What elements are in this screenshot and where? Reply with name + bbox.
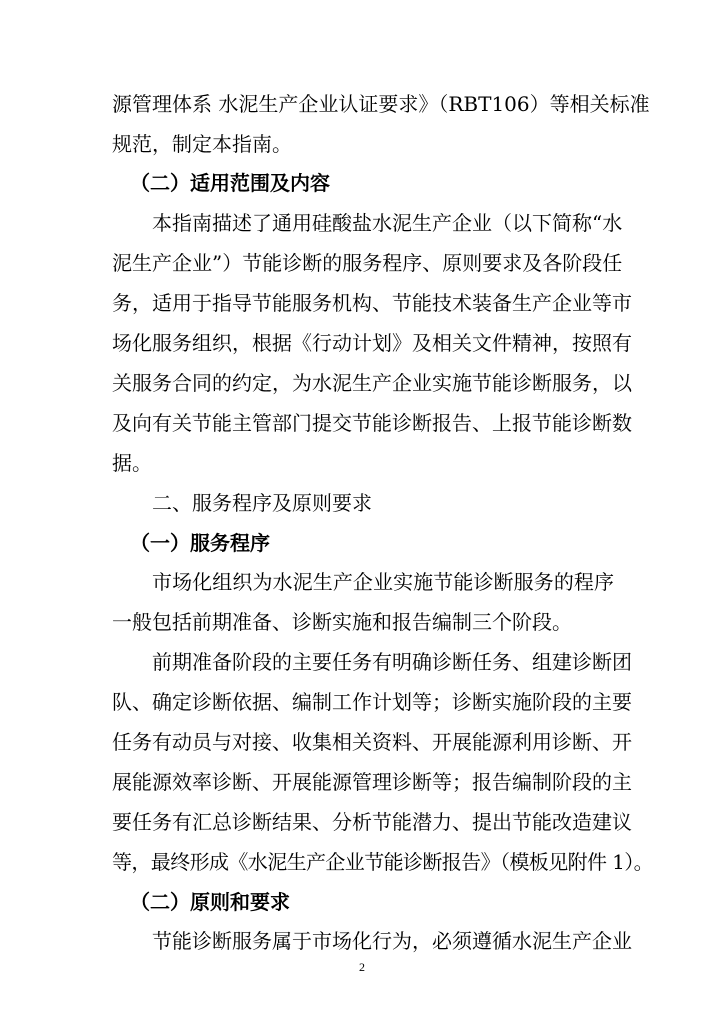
chapter-heading-service-procedure: 二、服务程序及原则要求 bbox=[152, 491, 372, 515]
body-line: 及向有关节能主管部门提交节能诊断报告、上报节能诊断数 bbox=[112, 411, 632, 435]
page-number: 2 bbox=[359, 960, 365, 974]
body-line: 关服务合同的约定，为水泥生产企业实施节能诊断服务，以 bbox=[112, 371, 632, 395]
body-line: 务，适用于指导节能服务机构、节能技术装备生产企业等市 bbox=[112, 291, 632, 315]
body-line: 本指南描述了通用硅酸盐水泥生产企业（以下简称“水 bbox=[152, 211, 623, 235]
body-line: 队、确定诊断依据、编制工作计划等；诊断实施阶段的主要 bbox=[112, 690, 632, 714]
section-heading-service-procedure: （一）服务程序 bbox=[130, 531, 270, 555]
body-line: 场化服务组织，根据《行动计划》及相关文件精神，按照有 bbox=[112, 331, 632, 355]
body-line: 任务有动员与对接、收集相关资料、开展能源利用诊断、开 bbox=[112, 730, 632, 754]
body-line: 泥生产企业”）节能诊断的服务程序、原则要求及各阶段任 bbox=[112, 251, 623, 275]
body-line: 一般包括前期准备、诊断实施和报告编制三个阶段。 bbox=[112, 610, 572, 634]
section-heading-principles: （二）原则和要求 bbox=[130, 890, 290, 914]
body-line: 等，最终形成《水泥生产企业节能诊断报告》（模板见附件 1）。 bbox=[112, 850, 654, 874]
section-heading-applicable-scope: （二）适用范围及内容 bbox=[130, 171, 330, 195]
body-line: 前期准备阶段的主要任务有明确诊断任务、组建诊断团 bbox=[152, 650, 632, 674]
body-line: 展能源效率诊断、开展能源管理诊断等；报告编制阶段的主 bbox=[112, 770, 632, 794]
body-line: 市场化组织为水泥生产企业实施节能诊断服务的程序 bbox=[152, 570, 614, 594]
body-line: 节能诊断服务属于市场化行为，必须遵循水泥生产企业 bbox=[152, 929, 632, 953]
body-line: 据。 bbox=[112, 451, 152, 475]
body-line: 源管理体系 水泥生产企业认证要求》（RBT106）等相关标准 bbox=[112, 92, 650, 116]
body-line: 要任务有汇总诊断结果、分析节能潜力、提出节能改造建议 bbox=[112, 810, 632, 834]
body-line: 规范，制定本指南。 bbox=[112, 132, 292, 156]
